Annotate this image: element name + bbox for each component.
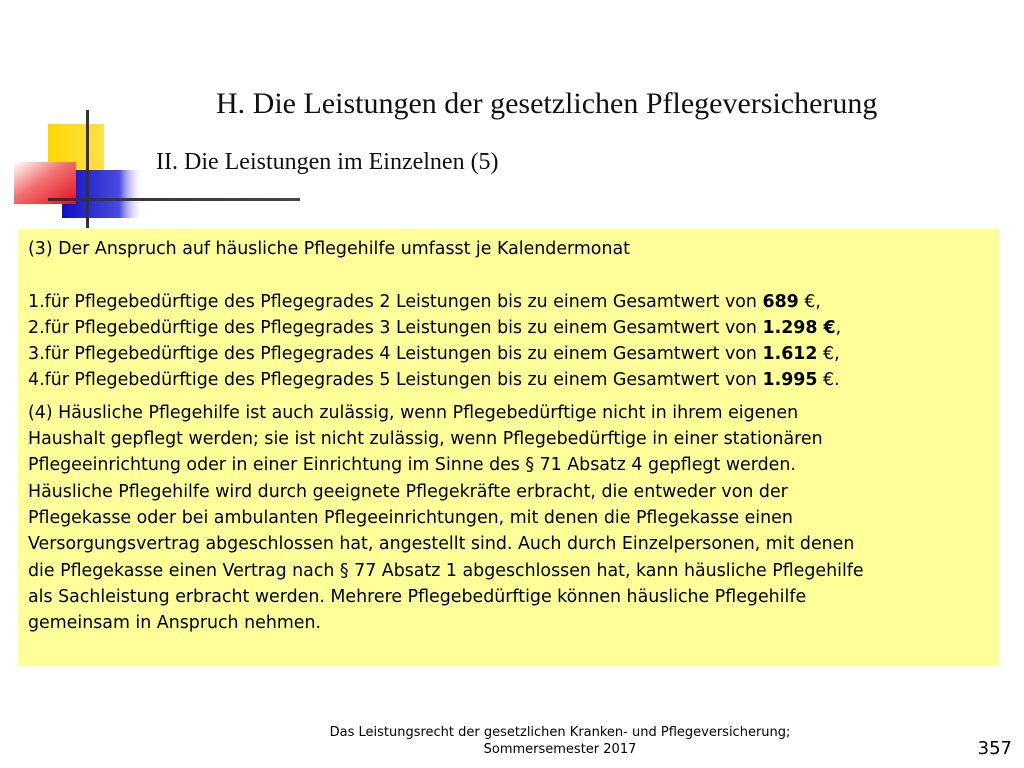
list-item — [28, 289, 989, 315]
paragraph-4-line: Häusliche Pflegehilfe wird durch geeignete Pflegekräfte erbracht, die entweder von der — [28, 481, 788, 502]
list-item-suffix: €. — [817, 370, 840, 391]
vertical-line — [86, 110, 89, 228]
paragraph-3-intro: (3) Der Anspruch auf häusliche Pflegehilfe umfasst je Kalendermonat — [28, 239, 630, 259]
slide-footer — [220, 724, 900, 758]
list-item-suffix: €, — [798, 291, 821, 312]
paragraph-4-line: Pflegekasse oder bei ambulanten Pflegeeinrichtungen, mit denen die Pflegekasse einen — [28, 507, 793, 528]
slide-subtitle: II. Die Leistungen im Einzelnen (5) — [156, 149, 499, 175]
paragraph-4-line: gemeinsam in Anspruch nehmen. — [28, 613, 322, 634]
paragraph-4-line: (4) Häusliche Pflegehilfe ist auch zulässig, wenn Pflegebedürftige nicht in ihrem eigenen — [28, 402, 799, 423]
paragraph-4-line: die Pflegekasse einen Vertrag nach § 77 Absatz 1 abgeschlossen hat, kann häusliche Pflegehilfe — [28, 560, 864, 581]
paragraph-4-line: Pflegeeinrichtung oder in einer Einrichtung im Sinne des § 71 Absatz 4 gepflegt werden. — [28, 455, 796, 476]
list-item-text: 2.für Pflegebedürftige des Pflegegrades 3 Leistungen bis zu einem Gesamtwert von — [28, 317, 763, 338]
list-item-suffix: €, — [817, 344, 840, 365]
content-box — [18, 229, 999, 666]
footer-line-1: Das Leistungsrecht der gesetzlichen Kranken- und Pflegeversicherung; — [329, 725, 791, 740]
amount: 689 — [762, 291, 799, 312]
paragraph-4-line: Versorgungsvertrag abgeschlossen hat, angestellt sind. Auch durch Einzelpersonen, mit denen — [28, 534, 855, 555]
list-item — [28, 315, 989, 341]
page-number: 357 — [977, 738, 1012, 759]
footer-line-2: Sommersemester 2017 — [483, 742, 637, 757]
paragraph-4-line: als Sachleistung erbracht werden. Mehrere Pflegebedürftige können häusliche Pflegehilfe — [28, 586, 807, 607]
horizontal-line — [48, 198, 300, 201]
blank-line — [28, 262, 989, 288]
paragraph-4-line: Haushalt gepflegt werden; sie ist nicht zulässig, wenn Pflegebedürftige in einer stationären — [28, 429, 823, 450]
red-square — [14, 162, 76, 204]
list-item — [28, 367, 989, 393]
list-item-text: 4.für Pflegebedürftige des Pflegegrades 5 Leistungen bis zu einem Gesamtwert von — [28, 370, 763, 391]
list-item-text: 3.für Pflegebedürftige des Pflegegrades 4 Leistungen bis zu einem Gesamtwert von — [28, 344, 763, 365]
slide-title: H. Die Leistungen der gesetzlichen Pflegeversicherung — [216, 87, 878, 120]
list-item — [28, 341, 989, 367]
list-item-suffix: , — [835, 317, 842, 338]
amount: 1.612 — [762, 344, 818, 365]
amount: 1.298 € — [762, 317, 836, 338]
amount: 1.995 — [762, 370, 818, 391]
list-item-text: 1.für Pflegebedürftige des Pflegegrades 2 Leistungen bis zu einem Gesamtwert von — [28, 291, 763, 312]
